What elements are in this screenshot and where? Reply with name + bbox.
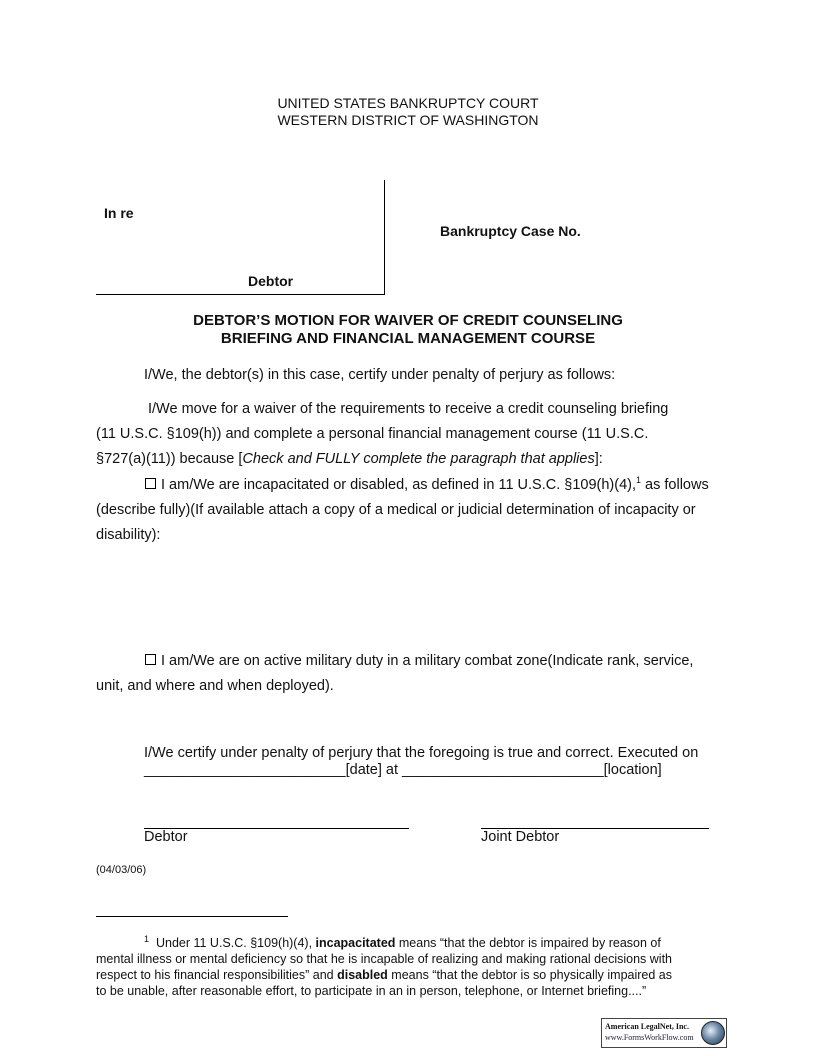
option-incapacitated-line3: disability): (96, 527, 161, 543)
caption-divider-vertical (384, 180, 385, 295)
certify-line1: I/We certify under penalty of perjury that the foregoing is true and correct. Executed on (144, 745, 699, 761)
footnote-line3 (96, 967, 672, 983)
option-incapacitated-text-end: as follows (641, 477, 709, 493)
footnote-line3-end: means “that the debtor is so physically impaired as (387, 968, 672, 982)
waiver-paragraph-instruction: Check and FULLY complete the paragraph that applies (242, 451, 595, 467)
joint-debtor-signature-label: Joint Debtor (481, 829, 560, 845)
option-incapacitated-text: I am/We are incapacitated or disabled, as defined in 11 U.S.C. §109(h)(4), (161, 477, 636, 493)
certify-line2: _________________________[date] at _________________________[location] (144, 762, 662, 778)
military-checkbox[interactable] (145, 654, 156, 665)
logo-website[interactable]: www.FormsWorkFlow.com (605, 1033, 694, 1042)
case-number-label: Bankruptcy Case No. (440, 223, 581, 239)
publisher-logo[interactable] (601, 1018, 727, 1048)
waiver-paragraph-line3 (96, 447, 603, 472)
motion-title-line1: DEBTOR’S MOTION FOR WAIVER OF CREDIT COUNSELING (193, 312, 623, 329)
footnote-term-incapacitated: incapacitated (315, 936, 396, 950)
form-revision-date: (04/03/06) (96, 864, 147, 876)
globe-icon (701, 1021, 725, 1045)
waiver-paragraph-line1: I/We move for a waiver of the requirements to receive a credit counseling briefing (148, 401, 669, 417)
option-military-text: I am/We are on active military duty in a military combat zone(Indicate rank, service, (161, 653, 694, 669)
footnote-ref: 1 (636, 475, 642, 486)
motion-title-line2: BRIEFING AND FINANCIAL MANAGEMENT COURSE (220, 330, 596, 347)
footnote-line4: to be unable, after reasonable effort, to participate in an in person, telephone, or Internet briefing....” (96, 984, 647, 998)
footnote-line1-end: means “that the debtor is impaired by reason of (395, 936, 661, 950)
waiver-paragraph-line3-start: §727(a)(11)) because [ (96, 451, 243, 467)
waiver-paragraph-line2: (11 U.S.C. §109(h)) and complete a personal financial management course (11 U.S.C. (96, 426, 649, 442)
intro-text: I/We, the debtor(s) in this case, certify under penalty of perjury as follows: (144, 367, 616, 383)
footnote-line2: mental illness or mental deficiency so that he is incapable of realizing and making rational decisions with (96, 952, 673, 966)
option-incapacitated-line1 (145, 473, 709, 498)
option-military-line2: unit, and where and when deployed). (96, 678, 334, 694)
debtor-signature-label: Debtor (144, 829, 188, 845)
option-incapacitated-line2: (describe fully)(If available attach a copy of a medical or judicial determination of incapacity or (96, 502, 696, 518)
caption-divider-horizontal (96, 294, 385, 295)
waiver-paragraph-line3-end: ]: (594, 451, 603, 467)
footnote-line1-start: Under 11 U.S.C. §109(h)(4), (155, 936, 316, 950)
in-re-label: In re (104, 205, 134, 221)
court-district: WESTERN DISTRICT OF WASHINGTON (277, 112, 539, 128)
footnote-line1 (144, 935, 661, 951)
footnote-separator (96, 916, 288, 917)
incapacitated-checkbox[interactable] (145, 478, 156, 489)
logo-company-name: American LegalNet, Inc. (605, 1022, 689, 1031)
footnote-number: 1 (144, 933, 150, 944)
caption-debtor-label: Debtor (248, 273, 294, 289)
court-name: UNITED STATES BANKRUPTCY COURT (277, 95, 539, 111)
option-military-line1 (145, 649, 693, 674)
footnote-term-disabled: disabled (337, 968, 388, 982)
footnote-line3-start: respect to his financial responsibilities” and (96, 968, 338, 982)
